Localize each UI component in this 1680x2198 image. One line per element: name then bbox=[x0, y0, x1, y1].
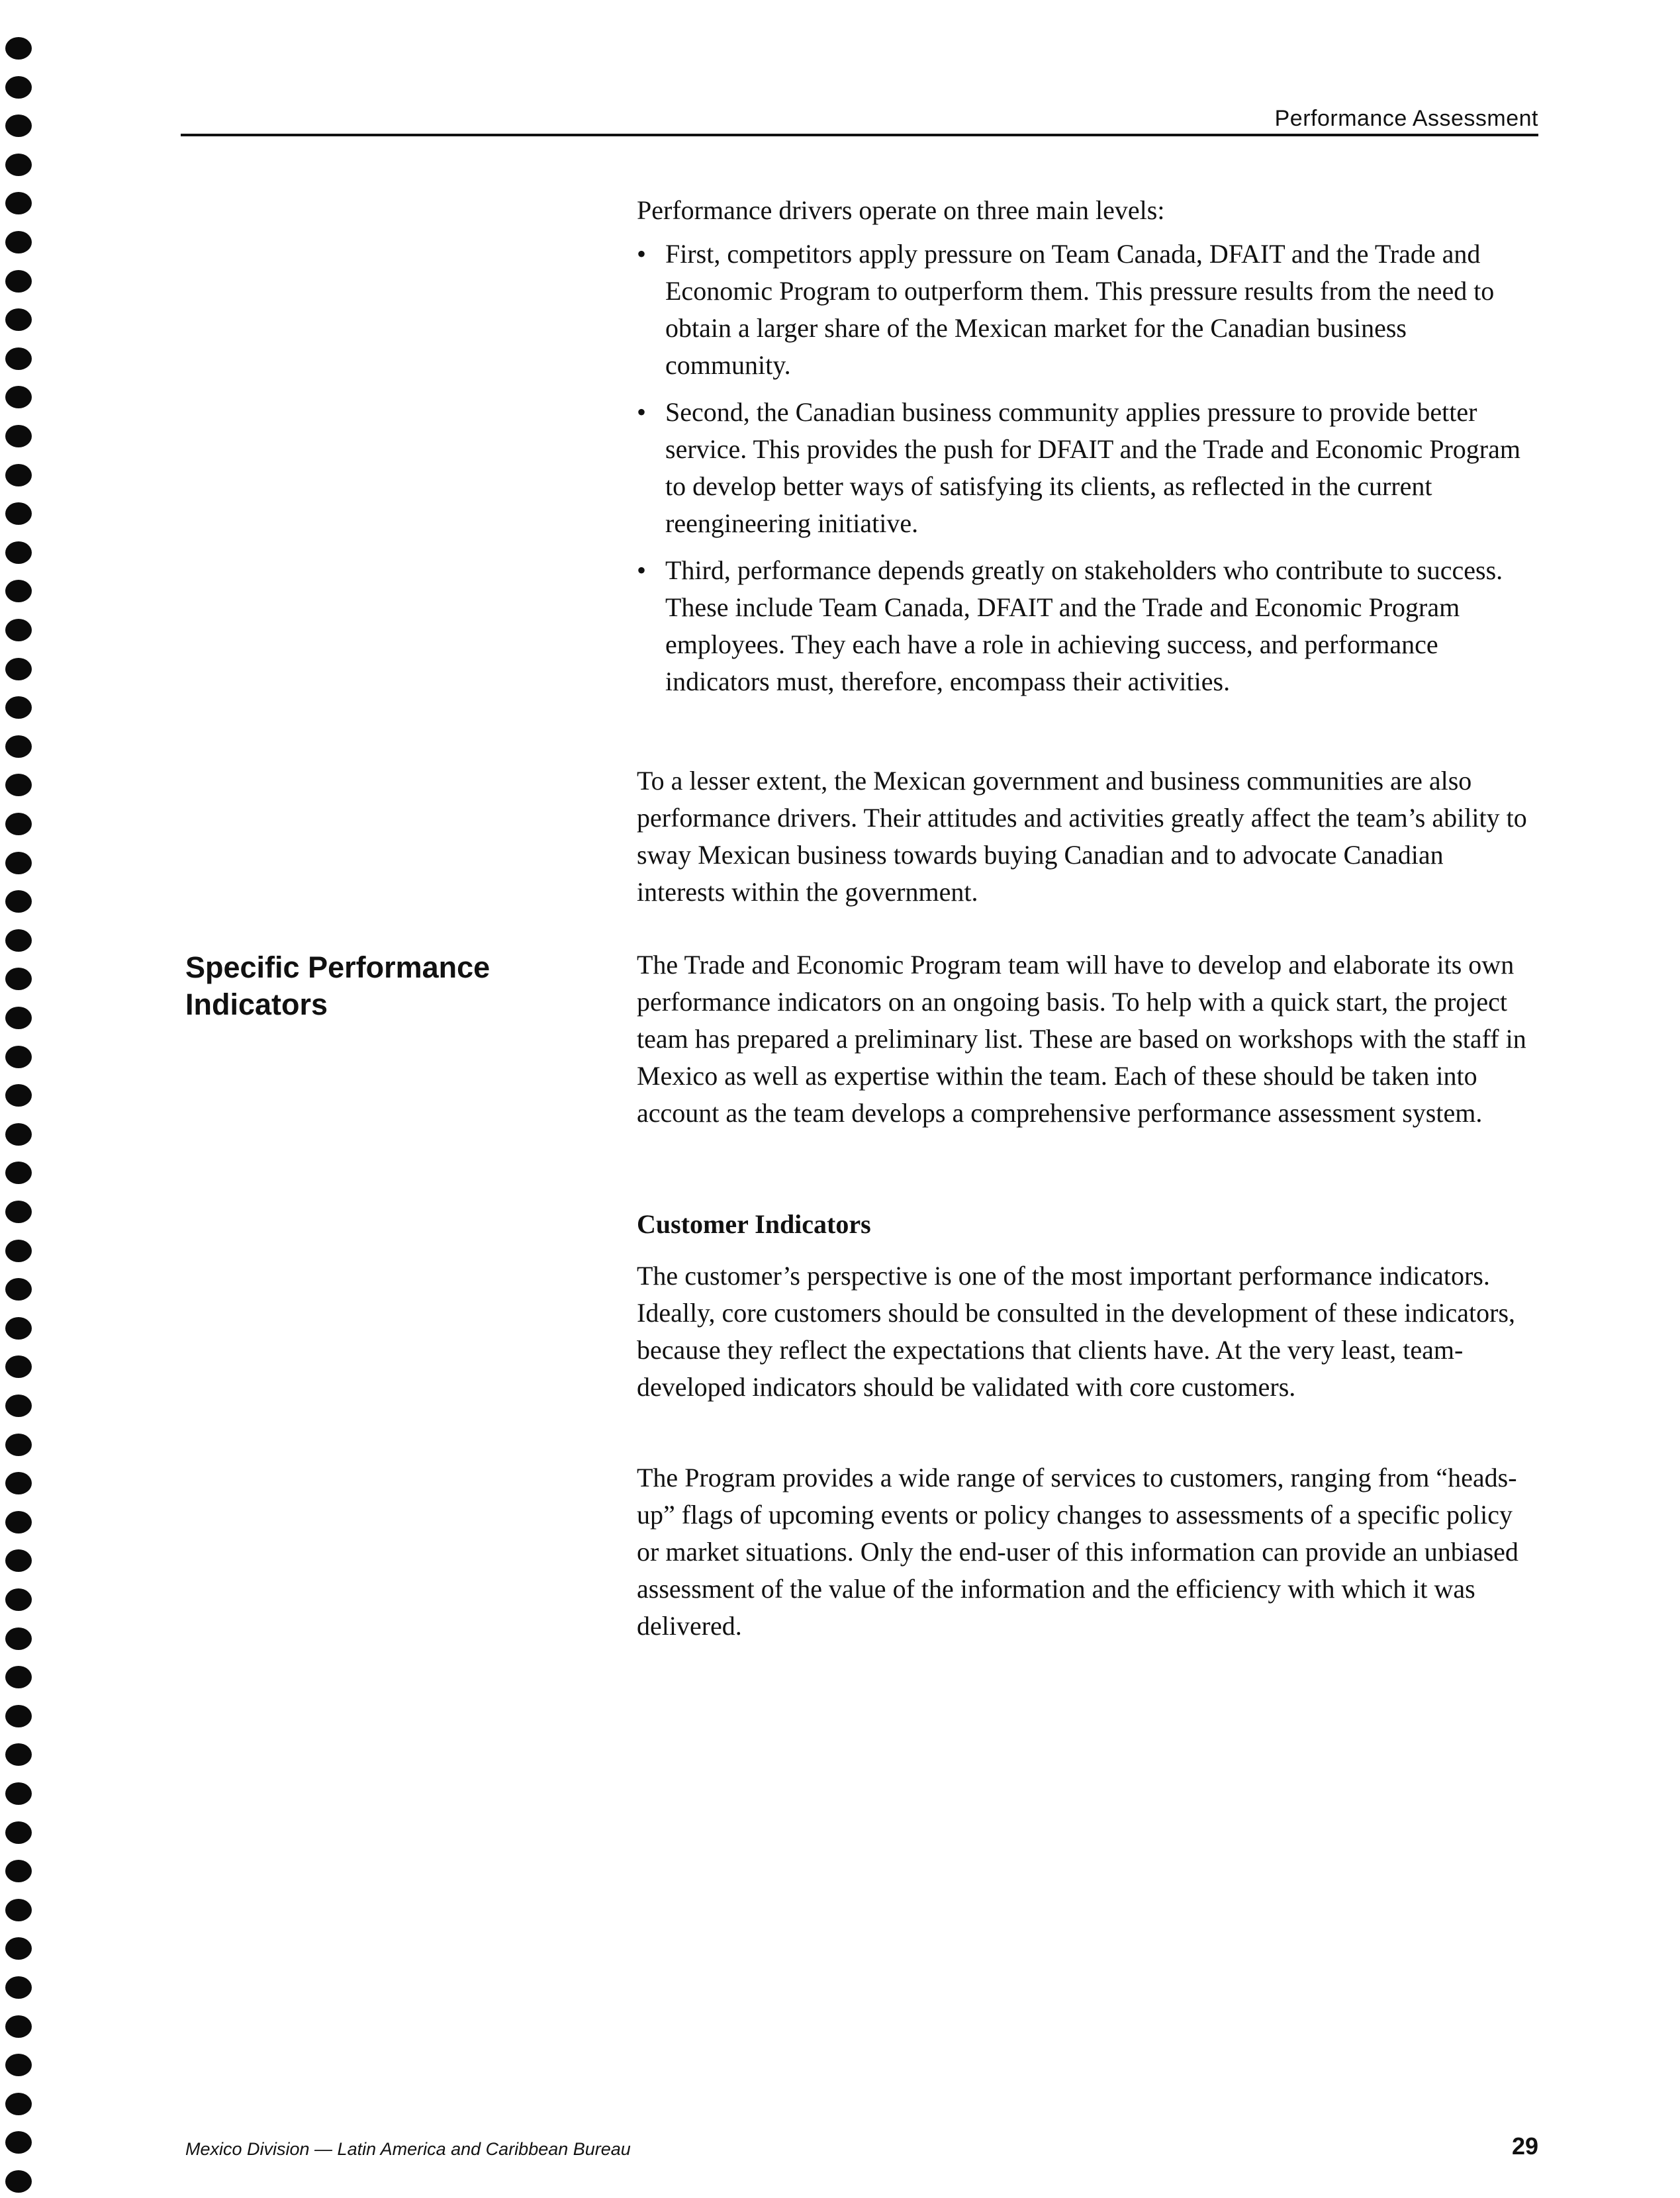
punch-hole bbox=[5, 1821, 32, 1844]
punch-hole bbox=[5, 696, 32, 719]
punch-hole bbox=[5, 1007, 32, 1029]
bullet-marker: • bbox=[637, 239, 647, 269]
punch-hole bbox=[5, 37, 32, 60]
punch-hole bbox=[5, 735, 32, 758]
list-item bbox=[637, 552, 1537, 700]
punch-hole bbox=[5, 347, 32, 370]
header-title: Performance Assessment bbox=[1274, 106, 1538, 131]
punch-hole bbox=[5, 1743, 32, 1766]
punch-hole bbox=[5, 1705, 32, 1727]
punch-hole bbox=[5, 1046, 32, 1068]
punch-hole bbox=[5, 813, 32, 835]
page-header bbox=[181, 105, 1538, 136]
punch-hole bbox=[5, 658, 32, 680]
punch-hole bbox=[5, 852, 32, 874]
punch-hole bbox=[5, 1123, 32, 1146]
punch-hole bbox=[5, 76, 32, 99]
punch-hole bbox=[5, 2054, 32, 2076]
punch-hole bbox=[5, 502, 32, 525]
punch-hole bbox=[5, 1162, 32, 1184]
punch-hole bbox=[5, 1201, 32, 1223]
punch-hole bbox=[5, 1899, 32, 1921]
punch-hole bbox=[5, 1472, 32, 1494]
performance-drivers-block bbox=[637, 192, 1537, 700]
list-item-text: Second, the Canadian business community applies pressure to provide better service. This provides the push for DFAIT and the Trade and Economic Program to develop better ways of satisfying its clients, as reflected in the current reengineering initiative. bbox=[665, 397, 1520, 538]
punch-hole bbox=[5, 774, 32, 796]
punch-hole bbox=[5, 270, 32, 293]
punch-hole bbox=[5, 619, 32, 641]
punch-hole bbox=[5, 2093, 32, 2115]
punch-hole bbox=[5, 1278, 32, 1301]
punch-hole bbox=[5, 2015, 32, 2038]
punch-hole bbox=[5, 464, 32, 486]
punch-hole bbox=[5, 1355, 32, 1378]
punch-hole bbox=[5, 1434, 32, 1456]
binding-punch-holes bbox=[0, 0, 40, 2198]
bullet-marker: • bbox=[637, 555, 647, 585]
customer-paragraph-1: The customer’s perspective is one of the most important performance indicators. Ideally, core customers should be consulted in the development of these indicators, because they reflect the expectations that clients have. At the very least, team-developed indicators should be validated with core customers. bbox=[637, 1261, 1516, 1402]
punch-hole bbox=[5, 1937, 32, 1960]
intro-paragraph: Performance drivers operate on three main levels: bbox=[637, 195, 1165, 225]
customer-paragraph-2: The Program provides a wide range of services to customers, ranging from “heads-up” flags of upcoming events or policy changes to assessments of a specific policy or market situations. Only the end-user of this information can provide an unbiased assessment of the value of the information and the efficiency with which it was delivered. bbox=[637, 1463, 1518, 1641]
list-item-text: Third, performance depends greatly on stakeholders who contribute to success. These include Team Canada, DFAIT and the Trade and Economic Program employees. They each have a role in achieving success, and performance indicators must, therefore, encompass their activities. bbox=[665, 555, 1503, 696]
punch-hole bbox=[5, 1666, 32, 1688]
punch-hole bbox=[5, 192, 32, 214]
punch-hole bbox=[5, 1860, 32, 1882]
punch-hole bbox=[5, 1588, 32, 1611]
page-number: 29 bbox=[1511, 2132, 1538, 2160]
punch-hole bbox=[5, 425, 32, 447]
punch-hole bbox=[5, 2131, 32, 2154]
punch-hole bbox=[5, 1511, 32, 1534]
punch-hole bbox=[5, 2170, 32, 2193]
list-item bbox=[637, 394, 1537, 542]
drivers-list bbox=[637, 236, 1537, 700]
list-item-text: First, competitors apply pressure on Team Canada, DFAIT and the Trade and Economic Program to outperform them. This pressure results from the need to obtain a larger share of the Mexican market for the Canadian business community. bbox=[665, 239, 1495, 380]
punch-hole bbox=[5, 1084, 32, 1107]
punch-hole bbox=[5, 968, 32, 990]
punch-hole bbox=[5, 308, 32, 331]
punch-hole bbox=[5, 1317, 32, 1340]
specific-indicators-paragraph: The Trade and Economic Program team will have to develop and elaborate its own performance indicators on an ongoing basis. To help with a quick start, the project team has prepared a preliminary list. These are based on workshops with the staff in Mexico as well as expertise within the team. Each of these should be taken into account as the team develops a comprehensive performance assessment system. bbox=[637, 950, 1526, 1128]
punch-hole bbox=[5, 541, 32, 564]
bullet-marker: • bbox=[637, 397, 647, 427]
punch-hole bbox=[5, 1782, 32, 1805]
punch-hole bbox=[5, 1549, 32, 1572]
punch-hole bbox=[5, 1627, 32, 1650]
punch-hole bbox=[5, 154, 32, 176]
punch-hole bbox=[5, 580, 32, 602]
specific-performance-indicators-heading: Specific Performance Indicators bbox=[185, 950, 490, 1021]
punch-hole bbox=[5, 1395, 32, 1417]
customer-indicators-heading: Customer Indicators bbox=[637, 1209, 871, 1239]
list-item bbox=[637, 236, 1537, 384]
punch-hole bbox=[5, 1240, 32, 1262]
punch-hole bbox=[5, 929, 32, 952]
punch-hole bbox=[5, 114, 32, 137]
footer-division: Mexico Division — Latin America and Caribbean Bureau bbox=[185, 2139, 631, 2159]
punch-hole bbox=[5, 386, 32, 408]
punch-hole bbox=[5, 890, 32, 913]
lesser-extent-paragraph: To a lesser extent, the Mexican government and business communities are also performance drivers. Their attitudes and activities greatly affect the team’s ability to sway Mexican business towards buying Canadian and to advocate Canadian interests within the government. bbox=[637, 766, 1527, 907]
punch-hole bbox=[5, 231, 32, 253]
punch-hole bbox=[5, 1976, 32, 1999]
